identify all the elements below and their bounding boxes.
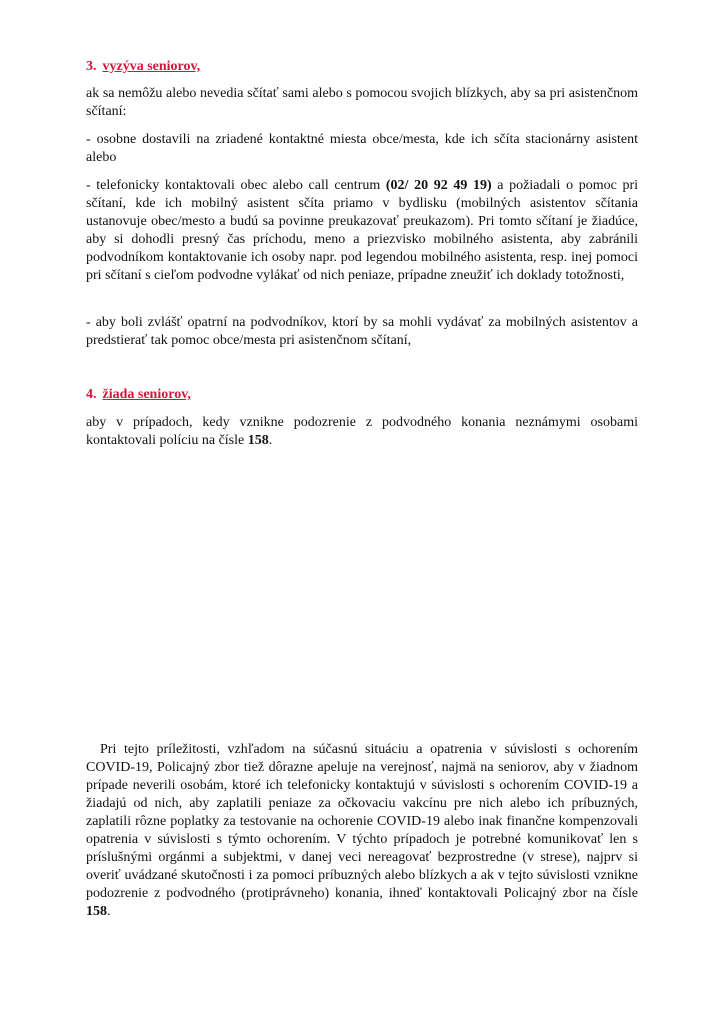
call-centre-phone: (02/ 20 92 49 19): [385, 178, 492, 193]
section-4-number: 4.: [86, 387, 97, 402]
section-3-bullet-2-post: a požiadali o pomoc pri sčítaní, kde ich mobilný asistent sčíta priamo v bydlisku (mobilných asistentov sčítania ustanovuje obec/mesto a budú sa povinne preukazovať preukazom). Pri tomto sčítaní je žiadúce, aby si dohodli presný čas príchodu, meno a priezvisko mobilného asistenta, aby zabránili podvodníkom kontaktovanie ich osoby napr. pod legendou mobilného asistenta, resp. inej pomoci pri sčítaní s cieľom podvodne vylákať od nich peniaze, prípadne zneužiť ich doklady totožnosti,: [86, 178, 638, 283]
police-number: 158: [247, 433, 269, 448]
section-4-text-post: .: [268, 433, 273, 448]
closing-paragraph: [86, 741, 638, 921]
section-3-heading: [86, 58, 200, 76]
section-4-text-pre: aby v prípadoch, kedy vznikne podozrenie z podvodného konania neznámymi osobami kontaktovali políciu na čísle: [86, 415, 638, 448]
section-4-heading: [86, 386, 191, 404]
section-3-bullet-3: - aby boli zvlášť opatrní na podvodníkov, ktorí by sa mohli vydávať za mobilných asistentov a predstierať tak pomoc obce/mesta pri asistenčnom sčítaní,: [86, 315, 638, 348]
section-4-heading-text: žiada seniorov,: [102, 387, 191, 402]
section-3-heading-text: vyzýva seniorov,: [102, 59, 201, 74]
closing-text-pre: Pri tejto príležitosti, vzhľadom na súčasnú situáciu a opatrenia v súvislosti s ochorením COVID-19, Policajný zbor tiež dôrazne apeluje na verejnosť, najmä na seniorov, aby v žiadnom prípade neverili osobám, ktoré ich telefonicky kontaktujú v súvislosti s ochorením COVID-19 a žiadajú od nich, aby zaplatili peniaze za očkovaciu vakcínu pre nich alebo ich príbuzných, zaplatili rôzne poplatky za testovanie na ochorenie COVID-19 alebo inak finančne kompenzovali opatrenia v súvislosti s týmto ochorením. V týchto prípadoch je potrebné komunikovať len s príslušnými orgánmi a subjektmi, v danej veci nereagovať bezprostredne (v strese), najprv si overiť uvádzané skutočnosti i za pomoci príbuzných alebo blízkych a ak v tejto súvislosti vznikne podozrenie z podvodného (protiprávneho) konania, ihneď kontaktovali Policajný zbor na čísle: [86, 742, 638, 901]
section-3-intro: ak sa nemôžu alebo nevedia sčítať sami alebo s pomocou svojich blízkych, aby sa pri asistenčnom sčítaní:: [86, 86, 638, 119]
section-4-text: [86, 414, 638, 450]
police-number-closing: 158: [86, 904, 107, 919]
section-3-bullet-2: [86, 177, 638, 285]
section-3-bullet-2-pre: - telefonicky kontaktovali obec alebo call centrum: [86, 178, 386, 193]
section-3-bullet-1: - osobne dostavili na zriadené kontaktné miesta obce/mesta, kde ich sčíta stacionárny asistent alebo: [86, 132, 638, 165]
section-3-number: 3.: [86, 59, 97, 74]
closing-text-post: .: [107, 904, 111, 919]
